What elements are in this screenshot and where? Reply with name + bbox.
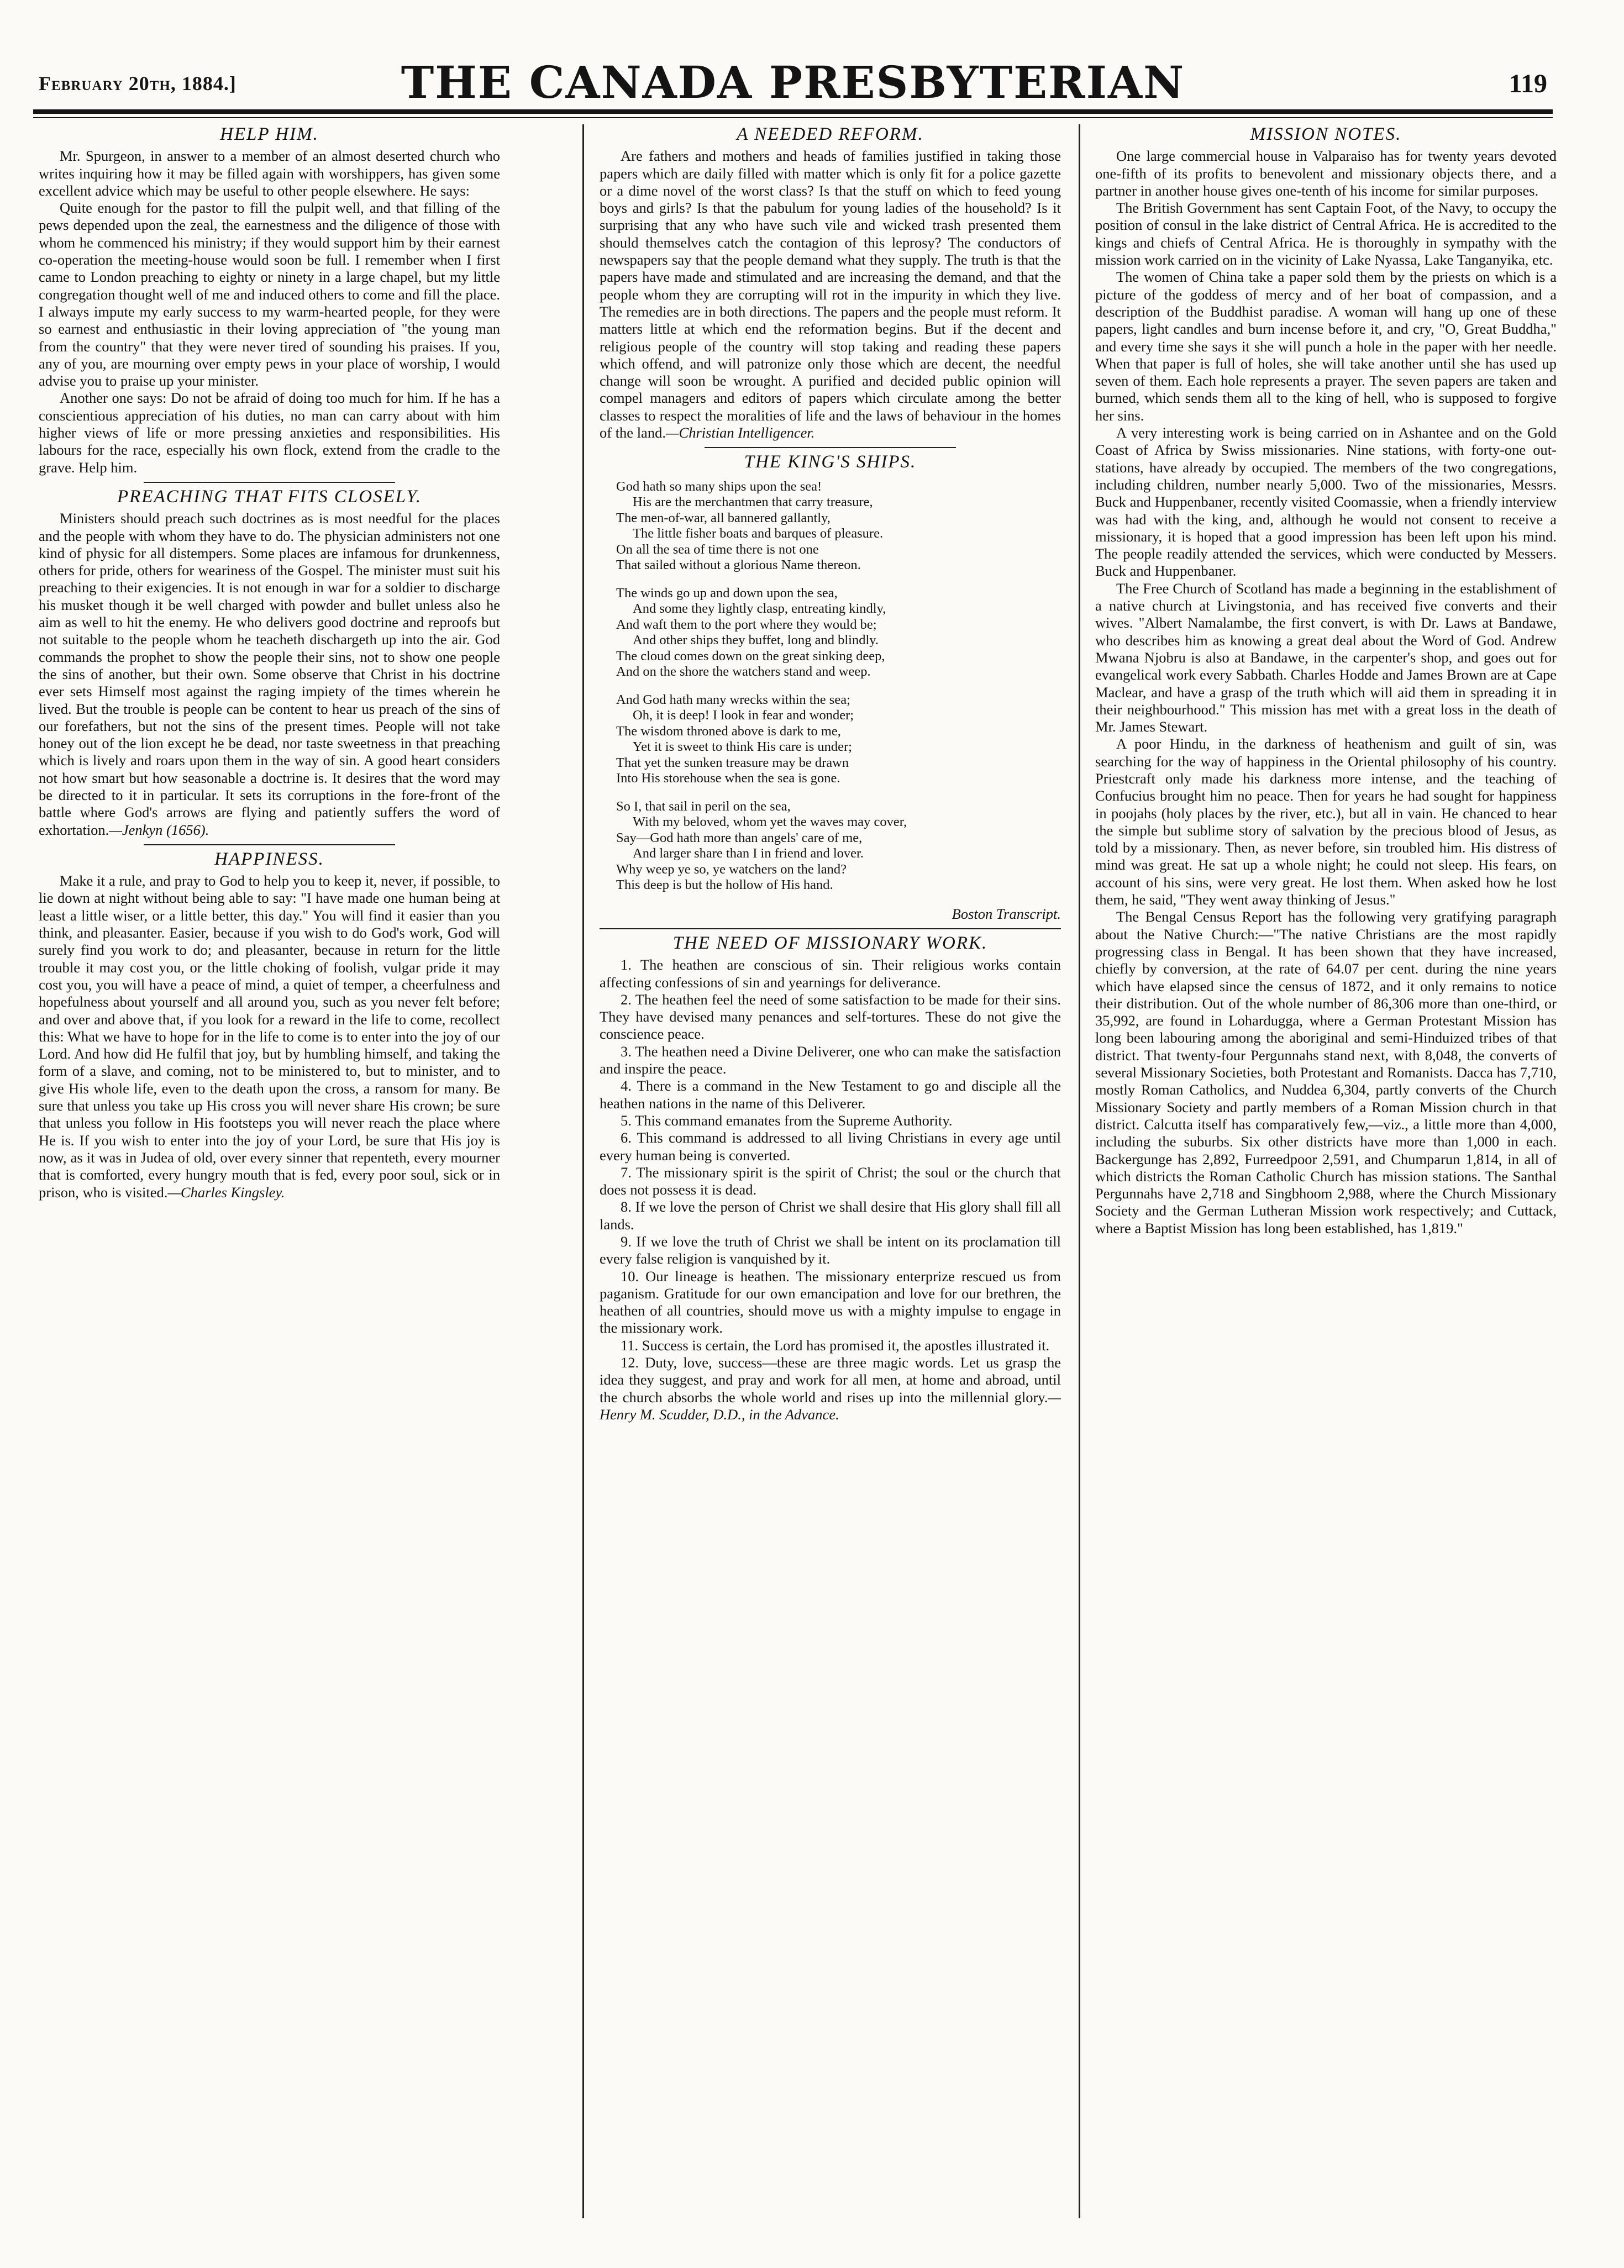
list-item: 12. Duty, love, success—these are three magic words. Let us grasp the idea they suggest, and pray and work for all men, at home and abroad, until the church absorbs the whole world and rises up into the millennial glory.—Henry M. Scudder, D.D., in the Advance.: [600, 1354, 1061, 1423]
article-title-reform: A NEEDED REFORM.: [737, 124, 924, 144]
column-1: [39, 123, 500, 2228]
poem-line: The wisdom throned above is dark to me,: [616, 723, 841, 739]
poem-line: Say—God hath more than angels' care of me,: [616, 830, 863, 845]
poem-line: And larger share than I in friend and lover.: [633, 846, 864, 861]
poem-line: And God hath many wrecks within the sea;: [616, 692, 850, 707]
list-item: 1. The heathen are conscious of sin. Their religious works contain affecting confessions of sin and yearnings for deliverance.: [600, 956, 1061, 991]
poem-line: The winds go up and down upon the sea,: [616, 585, 838, 601]
poem-line: And other ships they buffet, long and blindly.: [633, 633, 879, 648]
poem-line: And on the shore the watchers stand and weep.: [616, 664, 871, 680]
list-item: 7. The missionary spirit is the spirit of Christ; the soul or the church that does not possess it is dead.: [600, 1164, 1061, 1198]
column-3: [1095, 123, 1557, 2228]
list-item: 2. The heathen feel the need of some satisfaction to be made for their sins. They have devised many penances and self-tortures. These do not give the conscience peace.: [600, 991, 1061, 1043]
paragraph: The Bengal Census Report has the following very gratifying paragraph about the Native Church:—"The native Christians are the most rapidly progressing class in Bengal. It has been shown that they have increased, chiefly by conversion, at the rate of 64.07 per cent. during the nine years which have elapsed since the census of 1872, and it only remains to notice their distribution. Out of the whole number of 86,306 more than one-third, or 35,992, are found in Lohardugga, where a German Protestant Mission has long been labouring among the aboriginal and semi-Hinduized tribes of that district. That twenty-four Pergunnahs stand next, with 8,048, the converts of several Missionary Societies, both Protestant and Romanists. Dacca has 7,710, mostly Roman Catholics, and Nuddea 6,304, partly converts of the Church Missionary Society and partly members of a Roman Mission church in that district. Calcutta itself has comparatively few,—viz., a little more than 4,000, including the suburbs. Six other districts have more than 1,000 in each. Backergunge has 2,892, Furreedpoor 2,591, and Chumparun 1,814, in all of which districts the Roman Catholic Church has mission stations. The Santhal Pergunnahs have 2,718 and Singbhoom 2,988, where the Church Missionary Society and the German Lutheran Mission work respectively; and Cuttack, where a Baptist Mission has long been established, has 1,819.": [1095, 908, 1557, 1236]
poem-line: This deep is but the hollow of His hand.: [616, 877, 833, 893]
poem-line: The little fisher boats and barques of pleasure.: [633, 526, 884, 541]
poem-line: With my beloved, whom yet the waves may cover,: [633, 814, 907, 830]
article-title-help-him: HELP HIM.: [220, 124, 319, 144]
paragraph: The women of China take a paper sold them by the priests on which is a picture of the goddess of mercy and of her boat of compassion, and a description of the Buddhist paradise. A woman will hang up one of these papers, light candles and burn incense before it, and cry, "O, Great Buddha," and every time she says it she will punch a hole in the paper with her needle. When that paper is full of holes, she will take another until she has used up seven of them. Each hole represents a prayer. The seven papers are taken and burned, which sends them all to the king of hell, who is supposed to forgive her sins.: [1095, 269, 1557, 424]
paragraph: Make it a rule, and pray to God to help you to keep it, never, if possible, to lie down at night without being able to say: "I have made one human being at least a little wiser, or a little better, this day." You will find it easier than you think, and pleasanter. Easier, because if you wish to do God's work, God will surely find you work to do; and pleasanter, because in return for the little trouble it may cost you, or the little choking of foolish, vulgar pride it may cost you, you will have a peace of mind, a quiet of temper, a cheerfulness and hopefulness about yourself and all around you, such as you never felt before; and over and above that, if you look for a reward in the life to come, recollect this: What we have to hope for in the life to come is to enter into the joy of our Lord. And how did He fulfil that joy, but by humbling himself, and taking the form of a slave, and coming, not to be ministered to, but to minister, and to give His whole life, even to the death upon the cross, a ransom for many. Be sure that unless you take up His cross you will never share His crown; be sure that unless you follow in His footsteps you will never reach the place where He is. If you wish to enter into the joy of your Lord, be sure that His joy is now, as it was in Judea of old, over every sinner that repenteth, every mourner that is comforted, every hungry mouth that is fed, every poor soul, sick or in prison, who is visited.—Charles Kingsley.: [39, 872, 500, 1201]
source-credit: Boston Transcript.: [952, 905, 1061, 922]
article-title-happiness: HAPPINESS.: [214, 849, 324, 869]
section-divider: [144, 844, 395, 845]
poem-line: That yet the sunken treasure may be drawn: [616, 755, 849, 770]
poem-stanza: [616, 692, 1061, 787]
poem-line: That sailed without a glorious Name thereon.: [616, 557, 861, 573]
list-item: 9. If we love the truth of Christ we shall be intent on its proclamation till every false religion is vanquished by it.: [600, 1233, 1061, 1267]
paragraph: Quite enough for the pastor to fill the pulpit well, and that filling of the pews depended upon the zeal, the earnestness and the diligence of those with whom he commenced his ministry; if they would support him by their earnest co-operation the meeting-house would soon be full. I remember when I first came to London preaching to eighty or ninety in a large chapel, but my little congregation thought well of me and induced others to come and fill the place. I always impute my early success to my warm-hearted people, for they were so earnest and enthusiastic in their loving appreciation of "the young man from the country" that they were never tired of sounding his praises. If you, any of you, are mourning over empty pews in your place of worship, I would advise you to praise up your minister.: [39, 199, 500, 390]
paragraph: A very interesting work is being carried on in Ashantee and on the Gold Coast of Africa by Swiss missionaries. Nine stations, with forty-one out-stations, have already by occupied. The members of the two congregations, including children, number nearly 5,000. Two of the missionaries, Messrs. Buck and Huppenbaner, recently visited Coomassie, when a friendly interview was had with the king, and, although he would not consent to receive a missionary, it is hoped that a good impression has been left upon his mind. The people readily attended the services, which were conducted by Messers. Buck and Huppenbaner.: [1095, 424, 1557, 580]
article-title-mission-notes: MISSION NOTES.: [1250, 124, 1402, 144]
section-divider: [705, 447, 956, 448]
poem-line: His are the merchantmen that carry treasure,: [633, 494, 873, 510]
section-divider: [144, 482, 395, 483]
paragraph: One large commercial house in Valparaiso has for twenty years devoted one-fifth of its profits to benevolent and missionary objects there, and a partner in another house gives one-tenth of his income for similar purposes.: [1095, 148, 1557, 199]
list-item: 3. The heathen need a Divine Deliverer, one who can make the satisfaction and inspire the peace.: [600, 1043, 1061, 1077]
poem-line: God hath so many ships upon the sea!: [616, 478, 822, 494]
author-signature: —Charles Kingsley.: [167, 1183, 285, 1201]
poem-line: And waft them to the port where they would be;: [616, 617, 877, 632]
list-item: 5. This command emanates from the Supreme Authority.: [621, 1112, 953, 1129]
paragraph: Mr. Spurgeon, in answer to a member of an almost deserted church who writes inquiring how it may be filled again with worshippers, has given some excellent advice which may be useful to other people elsewhere. He says:: [39, 148, 500, 199]
paragraph: The Free Church of Scotland has made a beginning in the establishment of a native church at Livingstonia, and has received five converts and their wives. "Albert Namalambe, the first convert, is with Dr. Laws at Bandawe, who describes him as knowing a great deal about the Word of God. Andrew Mwana Njobru is also at Bandawe, in the carpenter's shop, and goes out for evangelical work every Sabbath. Charles Hodde and James Brown are at Cape Maclear, and have a grasp of the truth which will aid them in spreading it in their neighbourhood." This mission has met with a great loss in the death of Mr. James Stewart.: [1095, 580, 1557, 735]
list-item: 11. Success is certain, the Lord has promised it, the apostles illustrated it.: [621, 1336, 1050, 1354]
poem-line: Into His storehouse when the sea is gone.: [616, 771, 840, 786]
poem-line: On all the sea of time there is not one: [616, 541, 819, 557]
author-signature: —Jenkyn (1656).: [109, 821, 209, 838]
poem-line: So I, that sail in peril on the sea,: [616, 798, 791, 814]
column-2: [600, 123, 1061, 2228]
poem-line: Yet it is sweet to think His care is under;: [633, 739, 852, 755]
page-header: [33, 55, 1553, 108]
poem-line: Oh, it is deep! I look in fear and wonder;: [633, 708, 854, 723]
header-rule-thin: [33, 117, 1553, 118]
list-item: 4. There is a command in the New Testament to go and disciple all the heathen nations in the name of this Deliverer.: [600, 1077, 1061, 1112]
poem-line: Why weep ye so, ye watchers on the land?: [616, 861, 847, 877]
poem-line: And some they lightly clasp, entreating kindly,: [633, 601, 886, 617]
poem-stanza: [616, 479, 1061, 573]
article-title-preaching: PREACHING THAT FITS CLOSELY.: [117, 486, 422, 507]
paragraph: Ministers should preach such doctrines as is most needful for the places and the people with whom they have to do. The physician administers not one kind of physic for all distempers. Some places are infamous for drunkenness, others for pride, others for weariness of the Gospel. The minister must suit his preaching to their exigencies. It is not enough in war for a soldier to discharge his musket though it be well charged with powder and bullet unless also he aim as well to hit the enemy. He who delivers good doctrine and reproofs but not suitable to the people whom he teacheth dischargeth up into the air. God commands the prophet to show the people their sins, not to show one people the sins of another, but their own. Some observe that Christ in his doctrine ever sets Himself most against the raging impiety of the times wherein he lived. But the trouble is people can be content to hear us preach of the sins of our forefathers, but not the sins of the present times. People will not take honey out of the lion except he be dead, nor taste sweetness in that preaching which is lively and roars upon them in the way of sin. A good heart considers not how smart but how seasonable a doctrine is. It desires that the word may be directed to it in particular. It sets its corruptions in the fore-front of the battle where God's arrows are flying and patiently suffers the word of exhortation.—Jenkyn (1656).: [39, 510, 500, 838]
article-title-missionary-work: THE NEED OF MISSIONARY WORK.: [672, 933, 988, 953]
paragraph: Are fathers and mothers and heads of families justified in taking those papers which are daily filled with matter which is only fit for a police gazette or a dime novel of the worst class? Is that the stuff on which to feed young boys and girls? Is that the pabulum for young ladies of the household? Is it surprising that any who have such vile and wicked trash presented them should themselves catch the contagion of this leprosy? The conductors of newspapers say that the people demand what they supply. The truth is that the papers have made and stimulated and are increasing the demand, and that the people whom they are corrupting will rot in the impurity in which they live. The remedies are in both directions. The papers and the people must reform. It matters little at which end the reformation begins. But if the decent and religious people of the country will stop taking and reading these papers which offend, and will patronize only those which are decent, the needful change will soon be wrought. A purified and decided public opinion will compel managers and editors of papers which circulate among the better classes to respect the moralities of life and the laws of behaviour in the homes of the land.—Christian Intelligencer.: [600, 148, 1061, 441]
list-item: 6. This command is addressed to all living Christians in every age until every human being is converted.: [600, 1129, 1061, 1164]
paragraph: The British Government has sent Captain Foot, of the Navy, to occupy the position of consul in the lake district of Central Africa. He is accredited to the kings and chiefs of Central Africa. He is thoroughly in sympathy with the mission work carried on in the vicinity of Lake Nyassa, Lake Tanganyika, etc.: [1095, 199, 1557, 269]
poem-stanza: [616, 586, 1061, 680]
poem-line: The men-of-war, all bannered gallantly,: [616, 510, 831, 525]
list-item: 10. Our lineage is heathen. The missionary enterprize rescued us from paganism. Gratitude for our own emancipation and love for our brethren, the heathen of all countries, should move us with a mighty impulse to engage in the missionary work.: [600, 1267, 1061, 1336]
paragraph: A poor Hindu, in the darkness of heathenism and guilt of sin, was searching for the way of happiness in the Oriental philosophy of his country. Priestcraft only made his darkness more intense, and the teaching of Confucius brought him no peace. Then for years he had sought for happiness in poojahs (holy places by the river, etc.), but all in vain. He chanced to hear the simple but sublime story of salvation by the precious blood of Jesus, as told by a missionary. Then, as never before, sin troubled him. His distress of mind was great. He sat up a whole night; he could not sleep. His fears, on account of his sins, were very great. He lost them. When asked how he lost them, he said, "They went away thinking of Jesus.": [1095, 735, 1557, 908]
author-signature: —Henry M. Scudder, D.D., in the Advance.: [600, 1388, 1061, 1423]
issue-date: February 20th, 1884.]: [39, 72, 236, 94]
newspaper-title: THE CANADA PRESBYTERIAN: [401, 56, 1185, 108]
column-divider-2: [1079, 124, 1080, 2218]
section-divider: [600, 928, 1061, 929]
list-item: 8. If we love the person of Christ we shall desire that His glory shall fill all lands.: [600, 1198, 1061, 1233]
header-rule-thick: [33, 109, 1553, 114]
poem-line: The cloud comes down on the great sinking deep,: [616, 648, 885, 664]
article-title-ships: THE KING'S SHIPS.: [744, 452, 917, 472]
poem-stanza: [616, 799, 1061, 893]
page-number: 119: [1509, 69, 1547, 98]
poem: [616, 479, 1061, 893]
source-credit: —Christian Intelligencer.: [665, 424, 815, 441]
paragraph: Another one says: Do not be afraid of doing too much for him. If he has a conscientious appreciation of his duties, no man can carry about with him higher views of life or more pressing anxieties and responsibilities. His labours for the race, especially his own flock, extend from the cradle to the grave. Help him.: [39, 390, 500, 476]
column-divider-1: [582, 124, 584, 2218]
